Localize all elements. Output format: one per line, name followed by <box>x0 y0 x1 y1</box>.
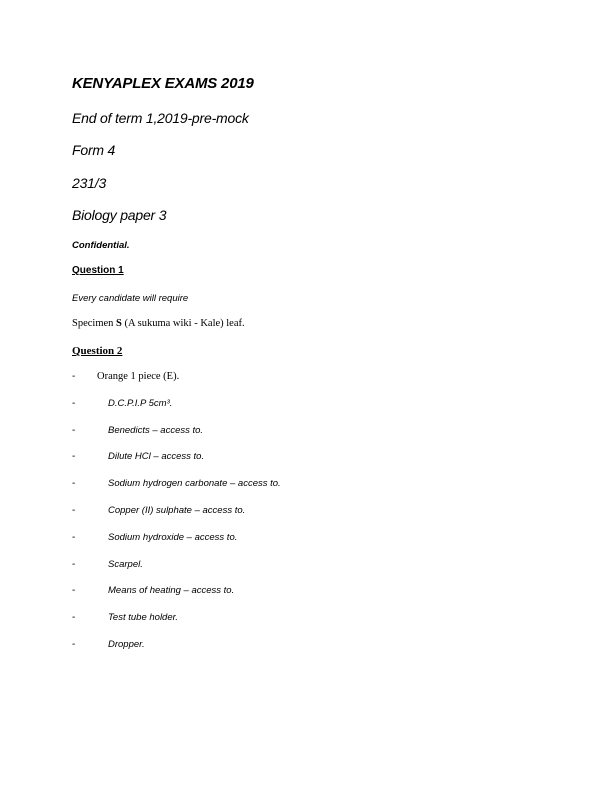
list-item: Test tube holder. <box>108 612 179 623</box>
specimen-letter: S <box>116 318 122 329</box>
list-item: Means of heating – access to. <box>108 585 235 596</box>
question-2-heading: Question 2 <box>72 345 123 357</box>
list-item: Orange 1 piece (E). <box>97 371 180 382</box>
list-bullet: - <box>72 398 76 409</box>
term-label: End of term 1,2019-pre-mock <box>72 110 249 126</box>
list-bullet: - <box>72 425 76 436</box>
list-bullet: - <box>72 585 76 596</box>
list-bullet: - <box>72 505 76 516</box>
list-bullet: - <box>72 559 76 570</box>
question-1-heading: Question 1 <box>72 265 124 276</box>
specimen-suffix: (A sukuma wiki - Kale) leaf. <box>121 318 245 329</box>
question-1-intro: Every candidate will require <box>72 293 189 304</box>
confidential-label: Confidential. <box>72 240 130 251</box>
paper-code: 231/3 <box>72 175 107 191</box>
list-bullet: - <box>72 612 76 623</box>
list-item: Dropper. <box>108 639 145 650</box>
exam-title: KENYAPLEX EXAMS 2019 <box>72 75 254 92</box>
list-item: D.C.P.I.P 5cm³. <box>108 398 173 409</box>
list-bullet: - <box>72 451 76 462</box>
form-label: Form 4 <box>72 142 116 158</box>
list-item: Copper (II) sulphate – access to. <box>108 505 246 516</box>
list-item: Scarpel. <box>108 559 143 570</box>
list-bullet: - <box>72 478 76 489</box>
list-bullet: - <box>72 532 76 543</box>
list-bullet: - <box>72 639 76 650</box>
paper-name: Biology paper 3 <box>72 207 167 223</box>
question-1-specimen <box>72 318 245 329</box>
specimen-prefix: Specimen <box>72 318 117 329</box>
list-item: Sodium hydrogen carbonate – access to. <box>108 478 281 489</box>
list-item: Sodium hydroxide – access to. <box>108 532 238 543</box>
list-bullet: - <box>72 371 76 382</box>
list-item: Dilute HCl – access to. <box>108 451 205 462</box>
list-item: Benedicts – access to. <box>108 425 204 436</box>
